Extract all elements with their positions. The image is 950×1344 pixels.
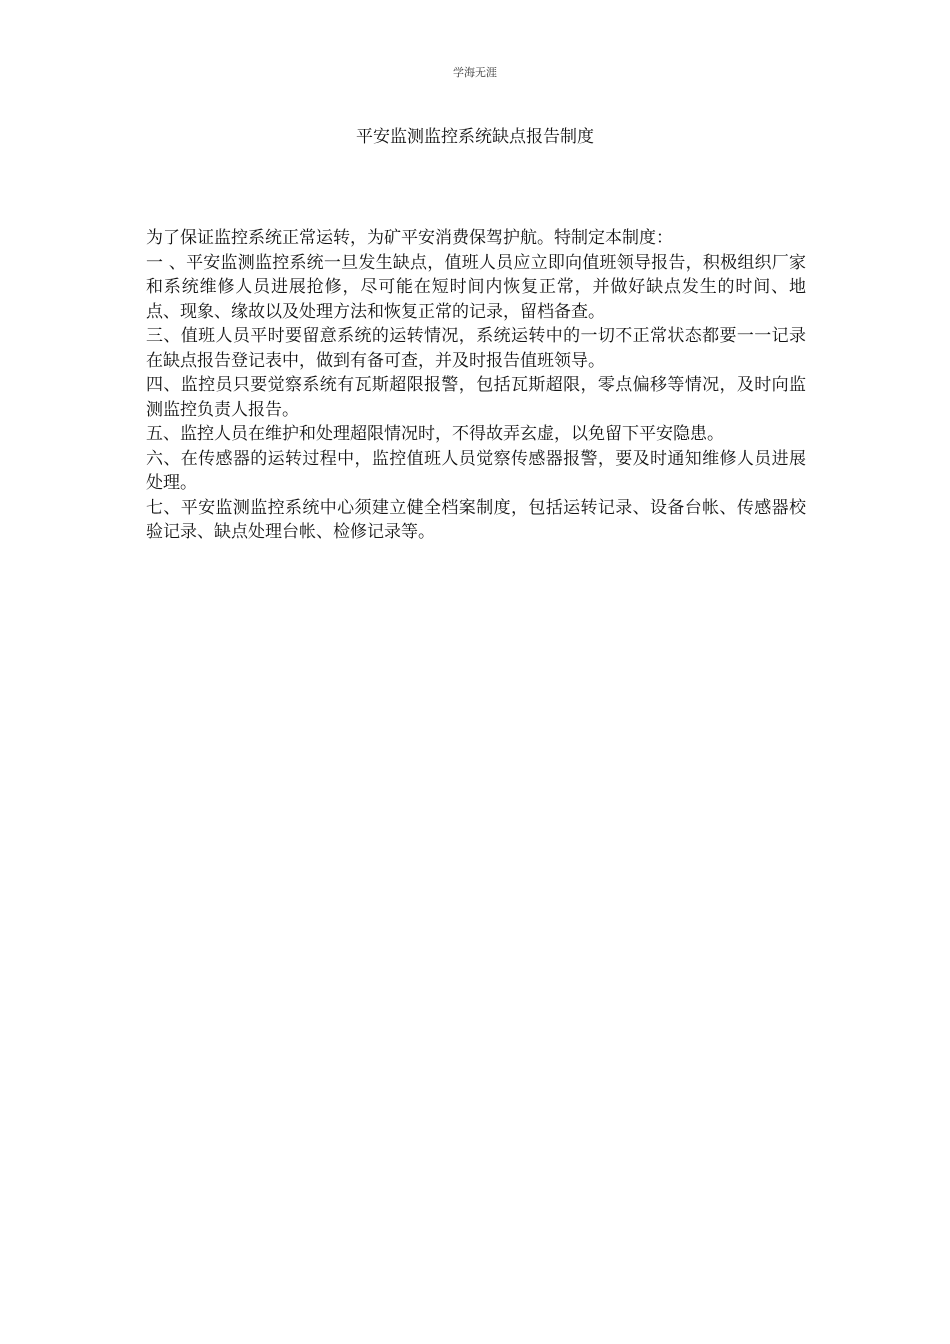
- page-header: 学海无涯: [453, 66, 497, 79]
- paragraph-item-1: 一 、平安监测监控系统一旦发生缺点，值班人员应立即向值班领导报告，积极组织厂家和系统维修人员进展抢修，尽可能在短时间内恢复正常，并做好缺点发生的时间、地点、现象、缘故以及处理方法和恢复正常的记录，留档备查。: [146, 252, 806, 322]
- document-title: 平安监测监控系统缺点报告制度: [356, 127, 594, 147]
- paragraph-intro: 为了保证监控系统正常运转，为矿平安消费保驾护航。特制定本制度：: [146, 228, 673, 248]
- paragraph-item-5: 五、监控人员在维护和处理超限情况时，不得故弄玄虚，以免留下平安隐患。: [146, 424, 724, 444]
- document-body: [146, 226, 806, 545]
- paragraph-item-3: 三、值班人员平时要留意系统的运转情况，系统运转中的一切不正常状态都要一一记录在缺点报告登记表中，做到有备可查，并及时报告值班领导。: [146, 326, 806, 371]
- paragraph-item-7: 七、平安监测监控系统中心须建立健全档案制度，包括运转记录、设备台帐、传感器校验记录、缺点处理台帐、检修记录等。: [146, 497, 806, 542]
- paragraph-item-6: 六、在传感器的运转过程中，监控值班人员觉察传感器报警，要及时通知维修人员进展处理。: [146, 448, 806, 493]
- paragraph-item-4: 四、监控员只要觉察系统有瓦斯超限报警，包括瓦斯超限，零点偏移等情况，及时向监测监控负责人报告。: [146, 375, 806, 420]
